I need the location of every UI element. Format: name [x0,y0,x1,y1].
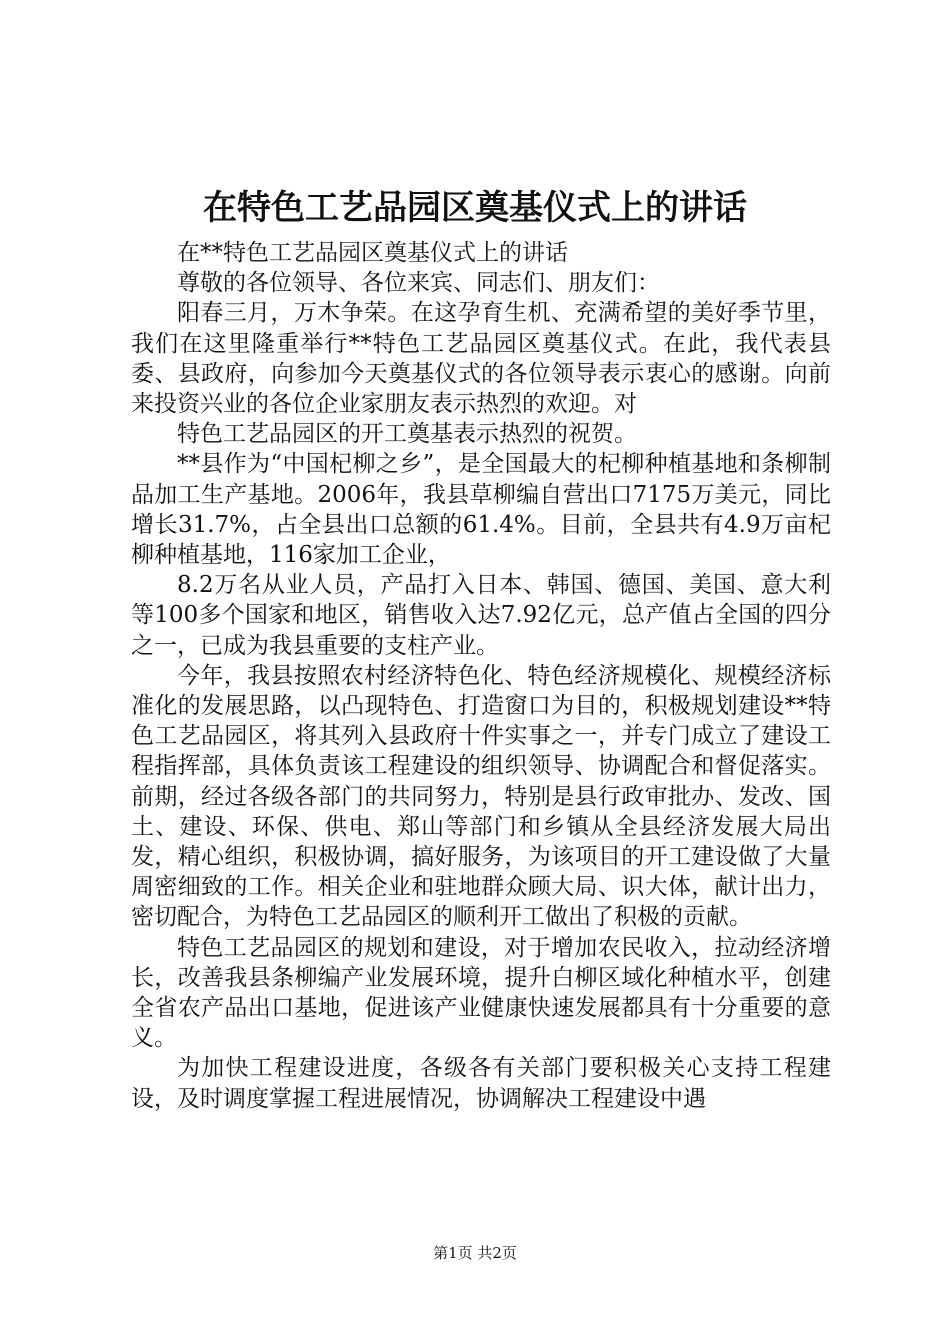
paragraph-congratulations: 特色工艺品园区的开工奠基表示热烈的祝贺。 [177,421,637,448]
paragraph-project-background: 今年，我县按照农村经济特色化、特色经济规模化、规模经济标准化的发展思路，以凸现特色、打造窗口为目的，积极规划建设**特色工艺品园区，将其列入县政府十件实事之一，并专门成立了建设工程指挥部，具体负责该工程建设的组织领导、协调配合和督促落实。前期，经过各级各部门的共同努力，特别是县行政审批办、发改、国土、建设、环保、供电、郑山等部门和乡镇从全县经济发展大局出发，精心组织，积极协调，搞好服务，为该项目的开工建设做了大量周密细致的工作。相关企业和驻地群众顾大局、识大体，献计出力，密切配合，为特色工艺品园区的顺利开工做出了积极的贡献。 [131,662,831,931]
paragraph-opening: 阳春三月，万木争荣。在这孕育生机、充满希望的美好季节里，我们在这里隆重举行**特色工艺品园区奠基仪式。在此，我代表县委、县政府，向参加今天奠基仪式的各位领导表示衷心的感谢。向前来投资兴业的各位企业家朋友表示热烈的欢迎。对 [131,300,831,418]
paragraph-subtitle: 在**特色工艺品园区奠基仪式上的讲话 [177,240,568,266]
document-body [131,238,831,1114]
document-title: 在特色工艺品园区奠基仪式上的讲话 [203,188,747,228]
paragraph-requirements: 为加快工程建设进度，各级各有关部门要积极关心支持工程建设，及时调度掌握工程进展情况，协调解决工程建设中遇 [131,1055,831,1112]
page-number-footer: 第1页 共2页 [433,1244,517,1262]
paragraph-salutation: 尊敬的各位领导、各位来宾、同志们、朋友们： [177,270,660,297]
paragraph-county-overview: **县作为“中国杞柳之乡”，是全国最大的杞柳种植基地和条柳制品加工生产基地。2006年，我县草柳编自营出口7175万美元，同比增长31.7%，占全县出口总额的61.4%。目前，全县共有4.9万亩杞柳种植基地，116家加工企业， [131,451,831,569]
paragraph-industry-stats: 8.2万名从业人员，产品打入日本、韩国、德国、美国、意大利等100多个国家和地区，销售收入达7.92亿元，总产值占全国的四分之一，已成为我县重要的支柱产业。 [131,572,831,659]
paragraph-significance: 特色工艺品园区的规划和建设，对于增加农民收入，拉动经济增长，改善我县条柳编产业发展环境，提升白柳区域化种植水平，创建全省农产品出口基地，促进该产业健康快速发展都具有十分重要的意义。 [131,934,831,1052]
